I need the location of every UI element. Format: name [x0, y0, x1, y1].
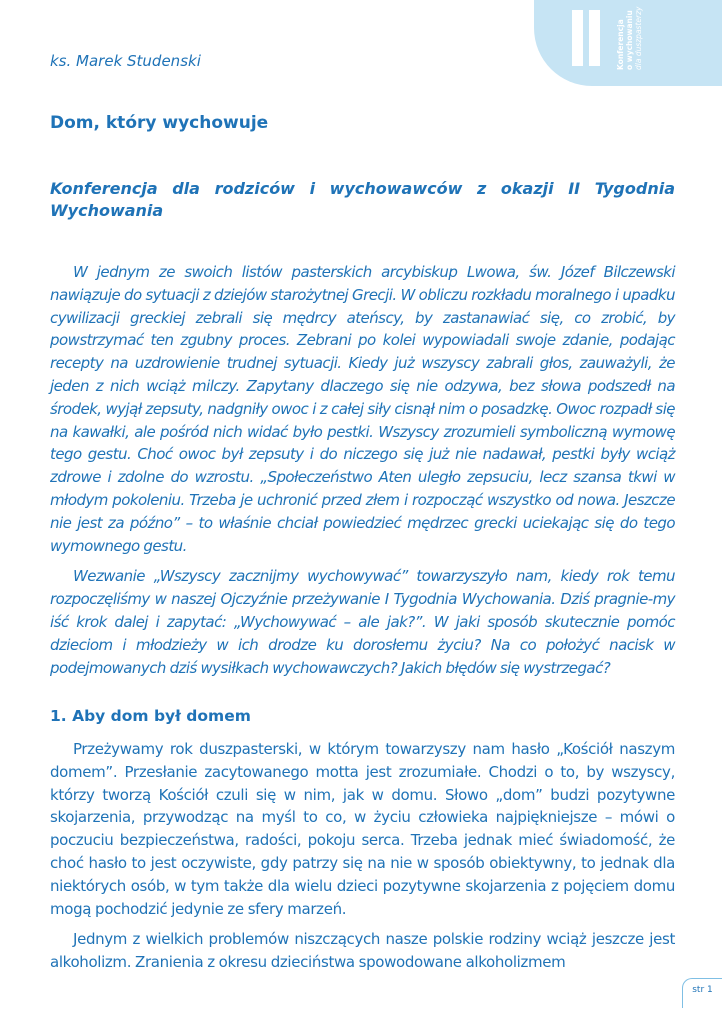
author-name: ks. Marek Studenski: [50, 52, 201, 70]
document-subtitle: Konferencja dla rodziców i wychowawców z okazji II Tygodnia Wychowania: [50, 179, 675, 220]
series-label-line2: o wychowaniu: [625, 10, 634, 70]
intro-paragraph: Wezwanie „Wszyscy zacznijmy wychowywać” towarzyszyło nam, kiedy rok temu rozpoczęliśmy w naszej Ojczyźnie przeżywanie I Tygodnia Wychowania. Dziś pragnie-my iść krok dalej i zapytać: „Wychowywać – ale jak?”. W jaki sposób skutecznie pomóc dzieciom i młodzieży w ich drodze ku dorosłemu życiu? Na co położyć nacisk w podejmowanych dziś wysiłkach wychowawczych? Jakich błędów się wystrzegać?: [50, 567, 675, 677]
intro-paragraph: W jednym ze swoich listów pasterskich arcybiskup Lwowa, św. Józef Bilczewski nawiązuje do sytuacji z dziejów starożytnej Grecji. W obliczu rozkładu moralnego i upadku cywilizacji greckiej zebrali się mędrcy ateńscy, by zastanawiać się, co zrobić, by powstrzymać ten zgubny proces. Zebrani po kolei wypowiadali swoje zdanie, podając recepty na uzdrowienie trudnej sytuacji. Kiedy już wszyscy zabrali głos, zauważyli, że jeden z nich wciąż milczy. Zapytany dlaczego się nie odzywa, bez słowa podszedł na środek, wyjął zepsuty, nadgniły owoc i z całej siły cisnął nim o posadzkę. Owoc rozpadł się na kawałki, ale pośród nich widać było pestki. Wszyscy zrozumieli symboliczną wymowę tego gestu. Choć owoc był zepsuty i do niczego się już nie nadawał, pestki były wciąż zdrowe i zdolne do wzrostu. „Społeczeństwo Aten uległo zepsuciu, lecz szansa tkwi w młodym pokoleniu. Trzeba je uchronić przed złem i rozpocząć wszystko od nowa. Jeszcze nie jest za późno” – to właśnie chciał powiedzieć mędrzec grecki uciekając się do tego wymownego gestu.: [50, 263, 675, 555]
roman-numeral-mark: [570, 10, 604, 66]
page-number: str 1: [682, 978, 722, 1008]
series-label: [616, 4, 643, 70]
section-body: [50, 738, 675, 974]
body-paragraph: Przeżywamy rok duszpasterski, w którym towarzyszy nam hasło „Kościół naszym domem”. Przesłanie zacytowanego motta jest zrozumiałe. Chodzi o to, by wszyscy, którzy tworzą Kościół czuli się w nim, jak w domu. Słowo „dom” budzi pozytywne skojarzenia, przywodząc na myśl to co, w życiu człowieka najpiękniejsze – mówi o poczuciu bezpieczeństwa, radości, pokoju serca. Trzeba jednak mieć świadomość, że choć hasło to jest oczywiste, gdy patrzy się na nie w sposób obiektywny, to jednak dla niektórych osób, w tym także dla wielu dzieci pozytywne skojarzenia z pojęciem domu mogą pochodzić jedynie ze sfery marzeń.: [50, 740, 675, 918]
series-label-line3: dla duszpasterzy: [634, 6, 643, 70]
body-paragraph: Jednym z wielkich problemów niszczących nasze polskie rodziny wciąż jeszcze jest alkoholizm. Zranienia z okresu dzieciństwa spowodowane alkoholizmem: [50, 930, 675, 972]
document-title: Dom, który wychowuje: [50, 113, 269, 133]
series-label-line1: Konferencja: [616, 19, 625, 70]
series-corner-tab: [534, 0, 722, 86]
section-heading: 1. Aby dom był domem: [50, 707, 251, 725]
intro-section: [50, 261, 675, 679]
